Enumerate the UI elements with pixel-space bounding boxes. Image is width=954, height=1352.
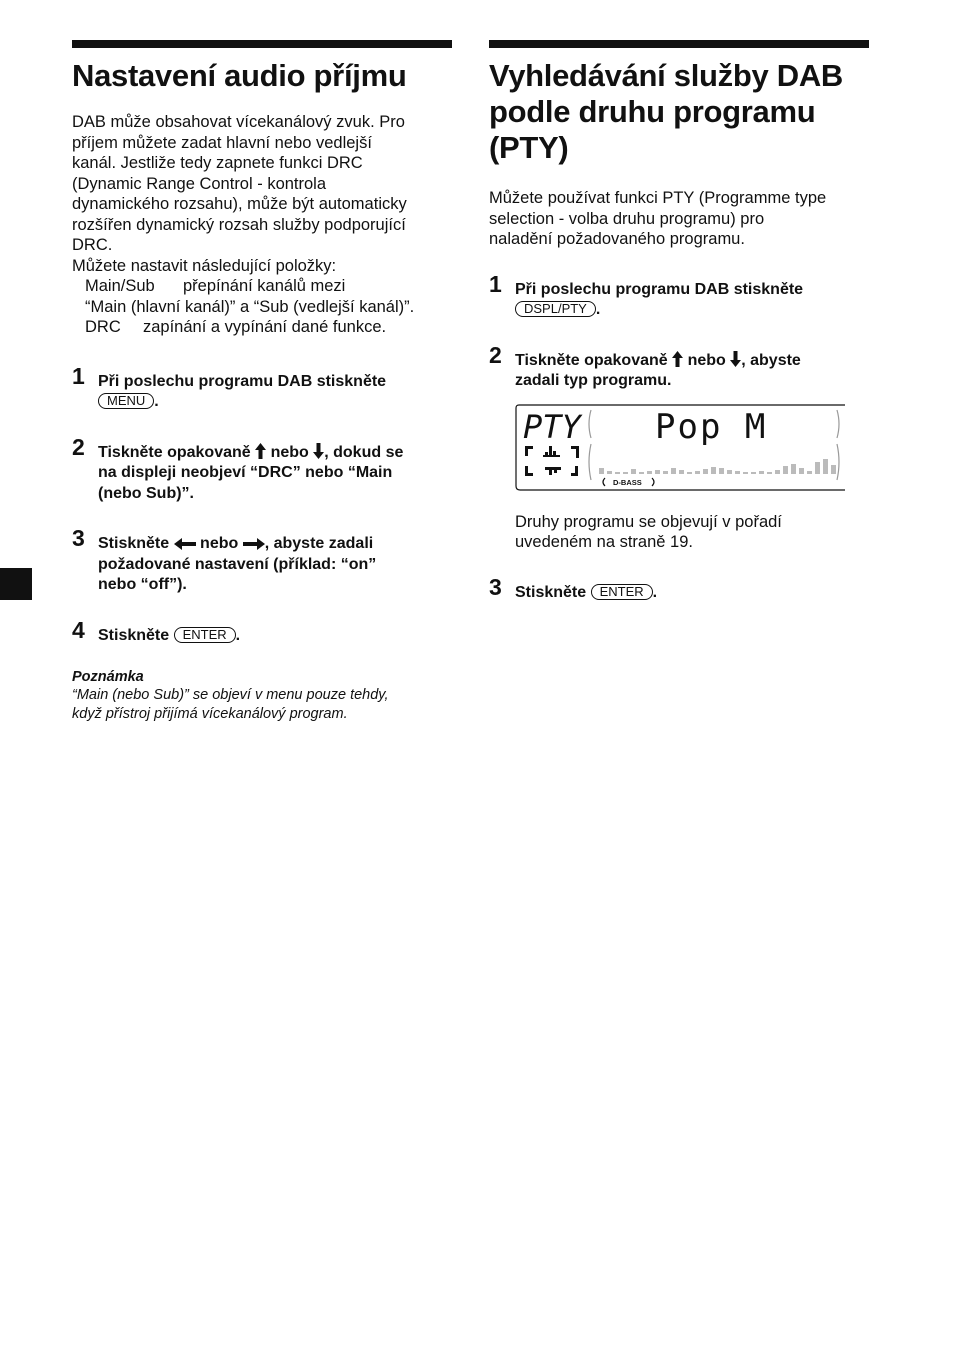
step-text: Stiskněte <box>515 583 587 601</box>
spectrum-bar <box>615 472 620 474</box>
dbass-right-bracket <box>652 478 654 486</box>
spectrum-analyzer <box>599 459 836 474</box>
step-number: 1 <box>489 270 502 297</box>
spectrum-bar <box>663 471 668 474</box>
body-line: uvedeném na straně 19. <box>515 533 693 551</box>
intro-line: dynamického rozsahu), může být automaticky <box>72 195 407 213</box>
note-line: “Main (nebo Sub)” se objeví v menu pouze tehdy, <box>72 687 389 703</box>
spectrum-bar <box>679 470 684 474</box>
spectrum-bar <box>815 462 820 474</box>
spectrum-bar <box>639 472 644 474</box>
intro-paragraph <box>72 112 452 338</box>
note-heading: Poznámka <box>72 669 144 685</box>
lcd-display-illustration <box>515 404 845 492</box>
arrow-up-icon <box>672 351 683 367</box>
section-rule <box>489 40 869 48</box>
step-number: 2 <box>72 433 85 460</box>
step-text: nebo <box>200 535 239 552</box>
arrow-down-icon <box>730 351 741 367</box>
step-number: 3 <box>72 525 85 551</box>
step-1: 1 Při poslechu programu DAB stiskněte DSPL/PTY . <box>489 280 869 321</box>
step-1: 1 Při poslechu programu DAB stiskněte MENU . <box>72 372 452 413</box>
dbass-label: D-BASS <box>613 477 642 487</box>
step-text: zadali typ programu. <box>515 372 672 389</box>
spectrum-bar <box>807 471 812 474</box>
intro-line: DAB může obsahovat vícekanálový zvuk. Pro <box>72 113 405 131</box>
arrow-right-icon <box>243 538 265 550</box>
menu-key: MENU <box>98 393 154 409</box>
step-3 <box>72 525 452 596</box>
spectrum-bar <box>655 470 660 474</box>
section-rule <box>72 40 452 48</box>
title-line: (PTY) <box>489 130 569 165</box>
step-text: Při poslechu programu DAB stiskněte <box>98 372 387 390</box>
section-title <box>489 58 869 166</box>
spectrum-bar <box>647 471 652 474</box>
note-line: když přístroj přijímá vícekanálový program. <box>72 705 348 722</box>
spectrum-bar <box>759 471 764 474</box>
setting-desc: přepínání kanálů mezi <box>183 277 346 295</box>
spectrum-bar <box>775 470 780 474</box>
spectrum-bar <box>631 469 636 474</box>
step-text: Tiskněte opakovaně <box>515 351 668 369</box>
spectrum-bar <box>695 471 700 474</box>
step-2 <box>72 433 452 505</box>
spectrum-bar <box>703 469 708 474</box>
spectrum-bar <box>719 468 724 474</box>
step-3: 3 Stiskněte ENTER . <box>489 573 658 601</box>
spectrum-bar <box>727 470 732 474</box>
setting-drc <box>85 317 452 338</box>
title-line: Vyhledávání služby DAB <box>489 58 844 93</box>
intro-line: Můžete používat funkci PTY (Programme type <box>489 189 827 207</box>
step-text: nebo “off”). <box>98 576 187 593</box>
step-text: na displeji neobjeví “DRC” nebo “Main <box>98 464 393 481</box>
lcd-display <box>515 404 845 492</box>
step-number: 2 <box>489 341 502 368</box>
step-text: nebo <box>270 443 309 461</box>
arrow-down-icon <box>313 443 324 459</box>
step-4: 4 Stiskněte ENTER . <box>72 616 241 644</box>
lcd-main-text: Pop M <box>655 406 768 447</box>
step-text: , abyste zadali <box>264 535 374 552</box>
spectrum-bar <box>791 464 796 474</box>
step-2 <box>489 341 869 392</box>
enter-key: ENTER <box>174 627 236 643</box>
intro-line: selection - volba druhu programu) pro <box>489 209 765 228</box>
spectrum-bar <box>599 468 604 474</box>
left-column <box>72 40 452 723</box>
arrow-up-icon <box>255 443 266 459</box>
section-tab-marker <box>0 568 32 600</box>
intro-line: naladění požadovaného programu. <box>489 230 745 248</box>
step-text: nebo <box>687 351 726 369</box>
setting-key: Main/Sub <box>85 277 155 295</box>
lcd-left-text: PTY <box>523 407 581 446</box>
spectrum-bar <box>823 459 828 474</box>
after-display-paragraph <box>489 512 869 553</box>
spectrum-bar <box>671 468 676 474</box>
step-number: 3 <box>489 573 502 600</box>
spectrum-bar <box>831 465 836 474</box>
settings-intro: Můžete nastavit následující položky: <box>72 256 337 275</box>
setting-key: DRC <box>85 318 121 336</box>
step-text: požadované nastavení (příklad: “on” <box>98 555 377 573</box>
setting-desc: zapínání a vypínání dané funkce. <box>143 318 387 336</box>
dbass-left-bracket <box>603 478 605 486</box>
dspl-pty-key: DSPL/PTY <box>515 301 596 317</box>
spectrum-bar <box>799 468 804 474</box>
spectrum-bar <box>735 471 740 474</box>
note <box>72 668 452 723</box>
step-text: , abyste <box>741 351 801 369</box>
body-line: Druhy programu se objevují v pořadí <box>515 512 782 531</box>
title-line: podle druhu programu <box>489 94 816 129</box>
intro-line: rozšířen dynamický rozsah služby podporující <box>72 215 406 234</box>
step-text: , dokud se <box>324 443 404 461</box>
step-text: Při poslechu programu DAB stiskněte <box>515 280 804 298</box>
intro-line: příjem můžete zadat hlavní nebo vedlejší <box>72 133 372 152</box>
step-text: Stiskněte <box>98 535 170 552</box>
step-number: 4 <box>72 616 85 643</box>
intro-line: kanál. Jestliže tedy zapnete funkci DRC <box>72 154 363 172</box>
step-number: 1 <box>72 362 85 389</box>
settings-list <box>72 276 452 338</box>
intro-paragraph <box>489 188 869 250</box>
disc-segment-icon <box>525 446 579 476</box>
section-title: Nastavení audio příjmu <box>72 58 407 93</box>
enter-key: ENTER <box>591 584 653 600</box>
intro-line: (Dynamic Range Control - kontrola <box>72 174 327 193</box>
step-text: Tiskněte opakovaně <box>98 443 251 461</box>
step-text: (nebo Sub)”. <box>98 484 194 502</box>
spectrum-bar <box>743 472 748 474</box>
setting-desc-cont: “Main (hlavní kanál)” a “Sub (vedlejší kanál)”. <box>85 297 415 316</box>
setting-main-sub <box>85 276 452 297</box>
right-column <box>489 40 869 603</box>
spectrum-bar <box>767 472 772 474</box>
spectrum-bar <box>751 472 756 474</box>
arrow-left-icon <box>174 538 196 550</box>
spectrum-bar <box>687 472 692 474</box>
spectrum-bar <box>783 466 788 474</box>
spectrum-bar <box>711 467 716 474</box>
spectrum-bar <box>623 472 628 474</box>
intro-line: DRC. <box>72 236 113 254</box>
step-text: Stiskněte <box>98 626 170 644</box>
spectrum-bar <box>607 471 612 474</box>
